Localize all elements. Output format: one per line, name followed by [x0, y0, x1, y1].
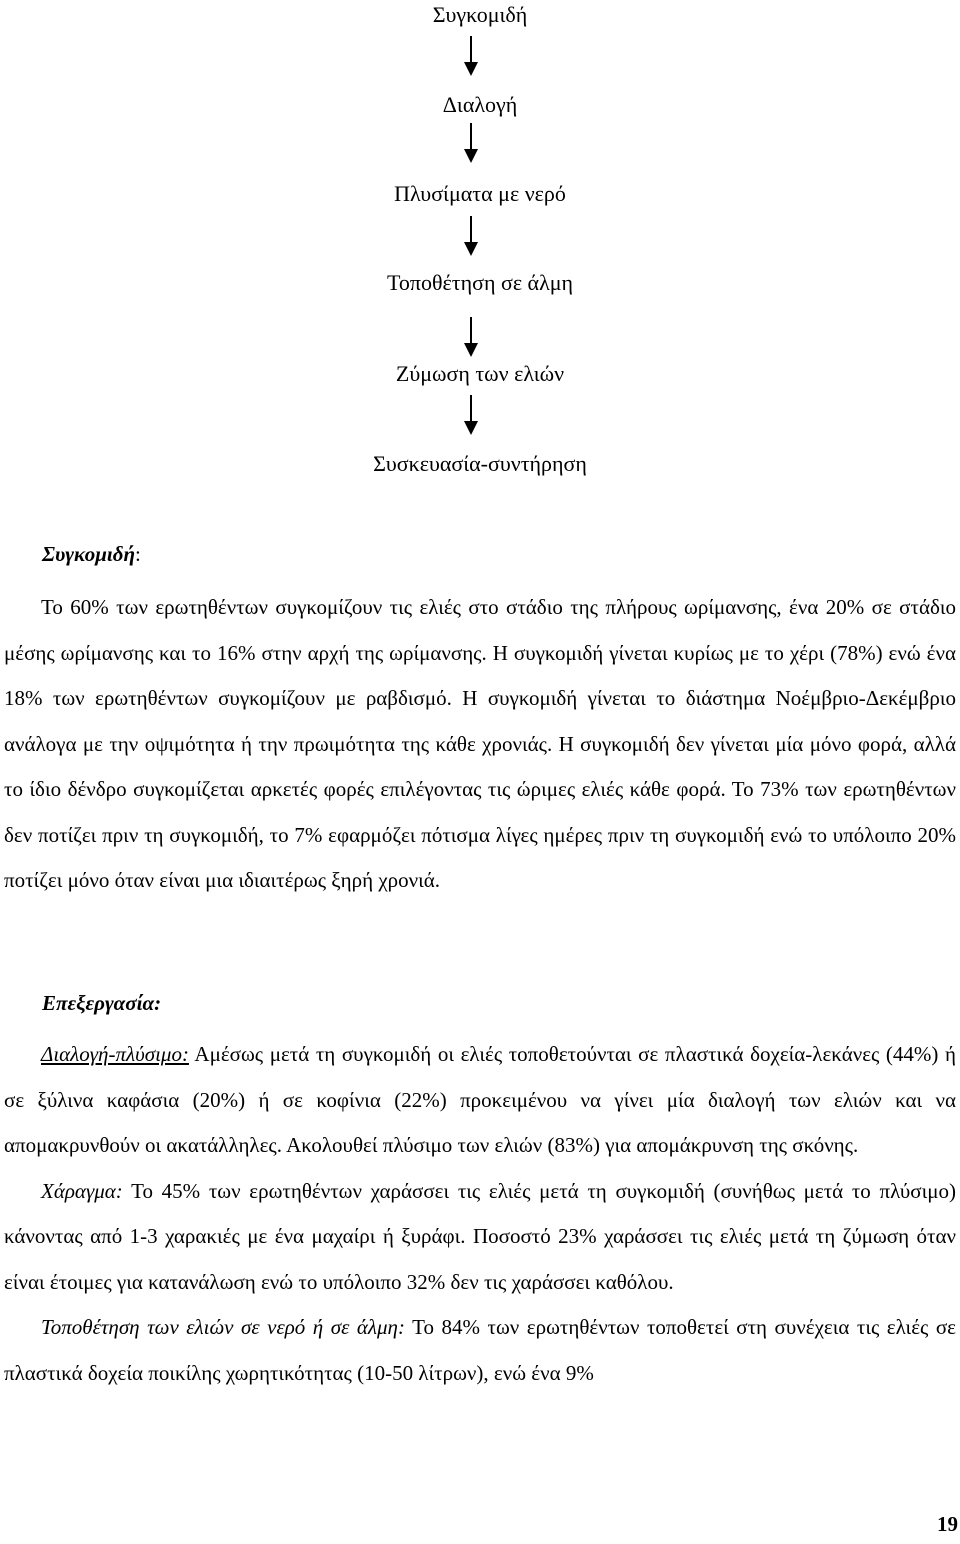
scoring-paragraph	[4, 1169, 956, 1306]
down-arrow-icon	[464, 317, 478, 357]
scoring-body: Το 45% των ερωτηθέντων χαράσσει τις ελιές μετά τη συγκομιδή (συνήθως μετά το πλύσιμο) κάνοντας από 1-3 χαρακιές με ένα μαχαίρι ή ξυράφι. Ποσοστό 23% χαράσσει τις ελιές μετά τη ζύμωση όταν είναι έτοιμες για κατανάλωση ενώ το υπόλοιπο 32% δεν τις χαράσσει καθόλου.	[4, 1178, 956, 1294]
brine-body: Το 84% των ερωτηθέντων τοποθετεί στη συνέχεια τις ελιές σε πλαστικά δοχεία ποικίλης χωρητικότητας (10-50 λίτρων), ενώ ένα 9%	[4, 1315, 956, 1385]
harvest-paragraph: Το 60% των ερωτηθέντων συγκομίζουν τις ελιές στο στάδιο της πλήρους ωρίμανσης, ένα 20% σε στάδιο μέσης ωρίμανσης και το 16% στην αρχή της ωρίμανσης. Η συγκομιδή γίνεται κυρίως με το χέρι (78%) ενώ ένα 18% των ερωτηθέντων συγκομίζουν με ραβδισμό. Η συγκομιδή γίνεται το διάστημα Νοέμβριο-Δεκέμβριο ανάλογα με την οψιμότητα ή την πρωιμότητα της κάθε χρονιάς. Η συγκομιδή δεν γίνεται μία μόνο φορά, αλλά το ίδιο δένδρο συγκομίζεται αρκετές φορές επιλέγοντας τις ώριμες ελιές κάθε φορά. Το 73% των ερωτηθέντων δεν ποτίζει πριν τη συγκομιδή, το 7% εφαρμόζει πότισμα λίγες ημέρες πριν τη συγκομιδή ενώ το υπόλοιπο 20% ποτίζει μόνο όταν είναι μια ιδιαιτέρως ξηρή χρονιά.	[4, 595, 956, 892]
flow-step-brine: Τοποθέτηση σε άλμη	[386, 270, 574, 295]
down-arrow-icon	[464, 36, 478, 76]
down-arrow-icon	[464, 395, 478, 435]
flow-step-fermentation: Ζύμωση των ελιών	[395, 361, 565, 386]
harvest-section	[4, 585, 956, 904]
flow-step-washing: Πλυσίματα με νερό	[394, 181, 566, 206]
flow-step-sorting: Διαλογή	[442, 92, 518, 117]
brine-paragraph	[4, 1305, 956, 1396]
harvest-heading-text: Συγκομιδή	[42, 542, 136, 566]
harvest-heading	[42, 541, 141, 567]
brine-lead: Τοποθέτηση των ελιών σε νερό ή σε άλμη:	[41, 1315, 405, 1339]
down-arrow-icon	[464, 123, 478, 163]
processing-section	[4, 1032, 956, 1396]
sorting-lead: Διαλογή-πλύσιμο:	[41, 1042, 189, 1066]
sorting-body: Αμέσως μετά τη συγκομιδή οι ελιές τοποθετούνται σε πλαστικά δοχεία-λεκάνες (44%) ή σε ξύλινα καφάσια (20%) ή σε κοφίνια (22%) προκειμένου να γίνει μία διαλογή των ελιών και να απομακρυνθούν οι ακατάλληλες. Ακολουθεί πλύσιμο των ελιών (83%) για απομάκρυνση της σκόνης.	[4, 1042, 956, 1157]
page-number: 19	[937, 1512, 958, 1536]
scoring-lead: Χάραγμα:	[41, 1178, 123, 1203]
harvest-heading-colon: :	[135, 542, 141, 566]
flow-step-packaging: Συσκευασία-συντήρηση	[373, 451, 587, 476]
processing-heading: Επεξεργασία:	[42, 991, 162, 1015]
flow-step-harvest: Συγκομιδή	[432, 2, 528, 27]
down-arrow-icon	[464, 216, 478, 256]
sorting-paragraph	[4, 1032, 956, 1169]
